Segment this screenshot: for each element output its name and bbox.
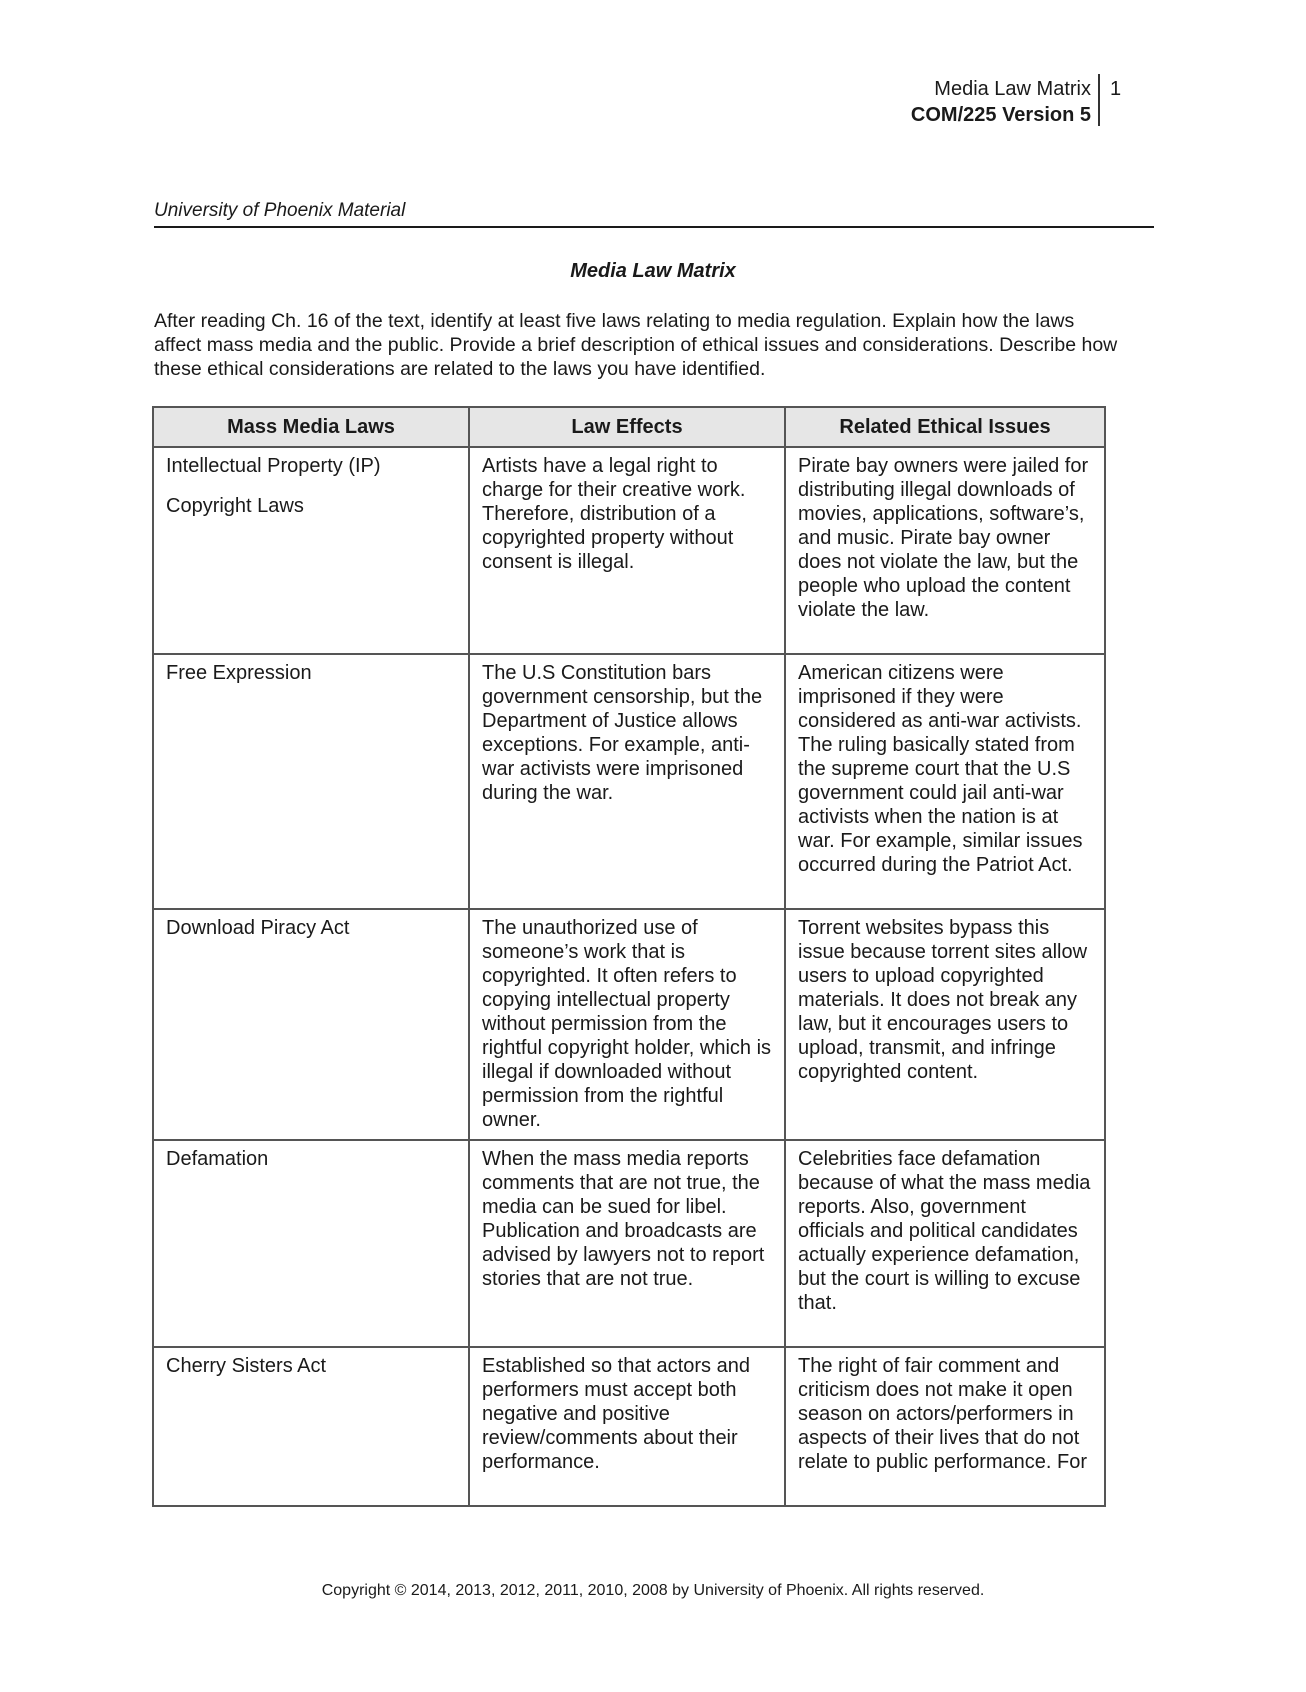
document-title: Media Law Matrix bbox=[570, 260, 736, 282]
ethics-cell: The right of fair comment and criticism does not make it open season on actors/performers in aspects of their lives that do not relate to public performance. For bbox=[785, 1347, 1105, 1506]
law-cell: Download Piracy Act bbox=[153, 909, 469, 1140]
material-label: University of Phoenix Material bbox=[154, 200, 406, 221]
media-law-matrix-table bbox=[152, 406, 1106, 1507]
effects-cell: The unauthorized use of someone’s work that is copyrighted. It often refers to copying intellectual property without permission from the rightful copyright holder, which is illegal if downloaded without permission from the rightful owner. bbox=[469, 909, 785, 1140]
header-title: Media Law Matrix bbox=[934, 78, 1091, 100]
header-course: COM/225 Version 5 bbox=[910, 104, 1091, 126]
column-header-ethics: Related Ethical Issues bbox=[785, 407, 1105, 447]
table-row bbox=[153, 909, 1105, 1140]
law-subname: Copyright Laws bbox=[166, 495, 304, 517]
instructions-paragraph: After reading Ch. 16 of the text, identify at least five laws relating to media regulation. Explain how the laws affect mass media and the public. Provide a brief description of ethical issues and considerations. Describe how these ethical considerations are related to the laws you have identified. bbox=[154, 310, 1118, 380]
effects-cell: Artists have a legal right to charge for their creative work. Therefore, distribution of a copyrighted property without consent is illegal. bbox=[469, 447, 785, 654]
running-header bbox=[0, 74, 1306, 130]
law-cell bbox=[153, 447, 469, 654]
effects-cell: The U.S Constitution bars government censorship, but the Department of Justice allows exceptions. For example, anti-war activists were imprisoned during the war. bbox=[469, 654, 785, 909]
header-divider bbox=[1098, 74, 1100, 126]
material-rule bbox=[154, 226, 1154, 228]
law-cell: Defamation bbox=[153, 1140, 469, 1347]
column-header-effects: Law Effects bbox=[469, 407, 785, 447]
copyright-footer: Copyright © 2014, 2013, 2012, 2011, 2010, 2008 by University of Phoenix. All rights reserved. bbox=[321, 1582, 985, 1599]
law-cell: Free Expression bbox=[153, 654, 469, 909]
table-header-row bbox=[153, 407, 1105, 447]
table-row bbox=[153, 1347, 1105, 1506]
page-number: 1 bbox=[1110, 78, 1122, 100]
table-row bbox=[153, 1140, 1105, 1347]
ethics-cell: Celebrities face defamation because of what the mass media reports. Also, government officials and political candidates actually experience defamation, but the court is willing to excuse that. bbox=[785, 1140, 1105, 1347]
ethics-cell: American citizens were imprisoned if they were considered as anti-war activists. The ruling basically stated from the supreme court that the U.S government could jail anti-war activists when the nation is at war. For example, similar issues occurred during the Patriot Act. bbox=[785, 654, 1105, 909]
ethics-cell: Torrent websites bypass this issue because torrent sites allow users to upload copyrighted materials. It does not break any law, but it encourages users to upload, transmit, and infringe copyrighted content. bbox=[785, 909, 1105, 1140]
header-text bbox=[911, 76, 1091, 128]
table-row bbox=[153, 654, 1105, 909]
ethics-cell: Pirate bay owners were jailed for distributing illegal downloads of movies, applications, software’s, and music. Pirate bay owner does not violate the law, but the people who upload the content violate the law. bbox=[785, 447, 1105, 654]
column-header-laws: Mass Media Laws bbox=[153, 407, 469, 447]
table-row bbox=[153, 447, 1105, 654]
law-name: Intellectual Property (IP) bbox=[166, 455, 381, 477]
effects-cell: Established so that actors and performers must accept both negative and positive review/comments about their performance. bbox=[469, 1347, 785, 1506]
effects-cell: When the mass media reports comments that are not true, the media can be sued for libel. Publication and broadcasts are advised by lawyers not to report stories that are not true. bbox=[469, 1140, 785, 1347]
law-cell: Cherry Sisters Act bbox=[153, 1347, 469, 1506]
